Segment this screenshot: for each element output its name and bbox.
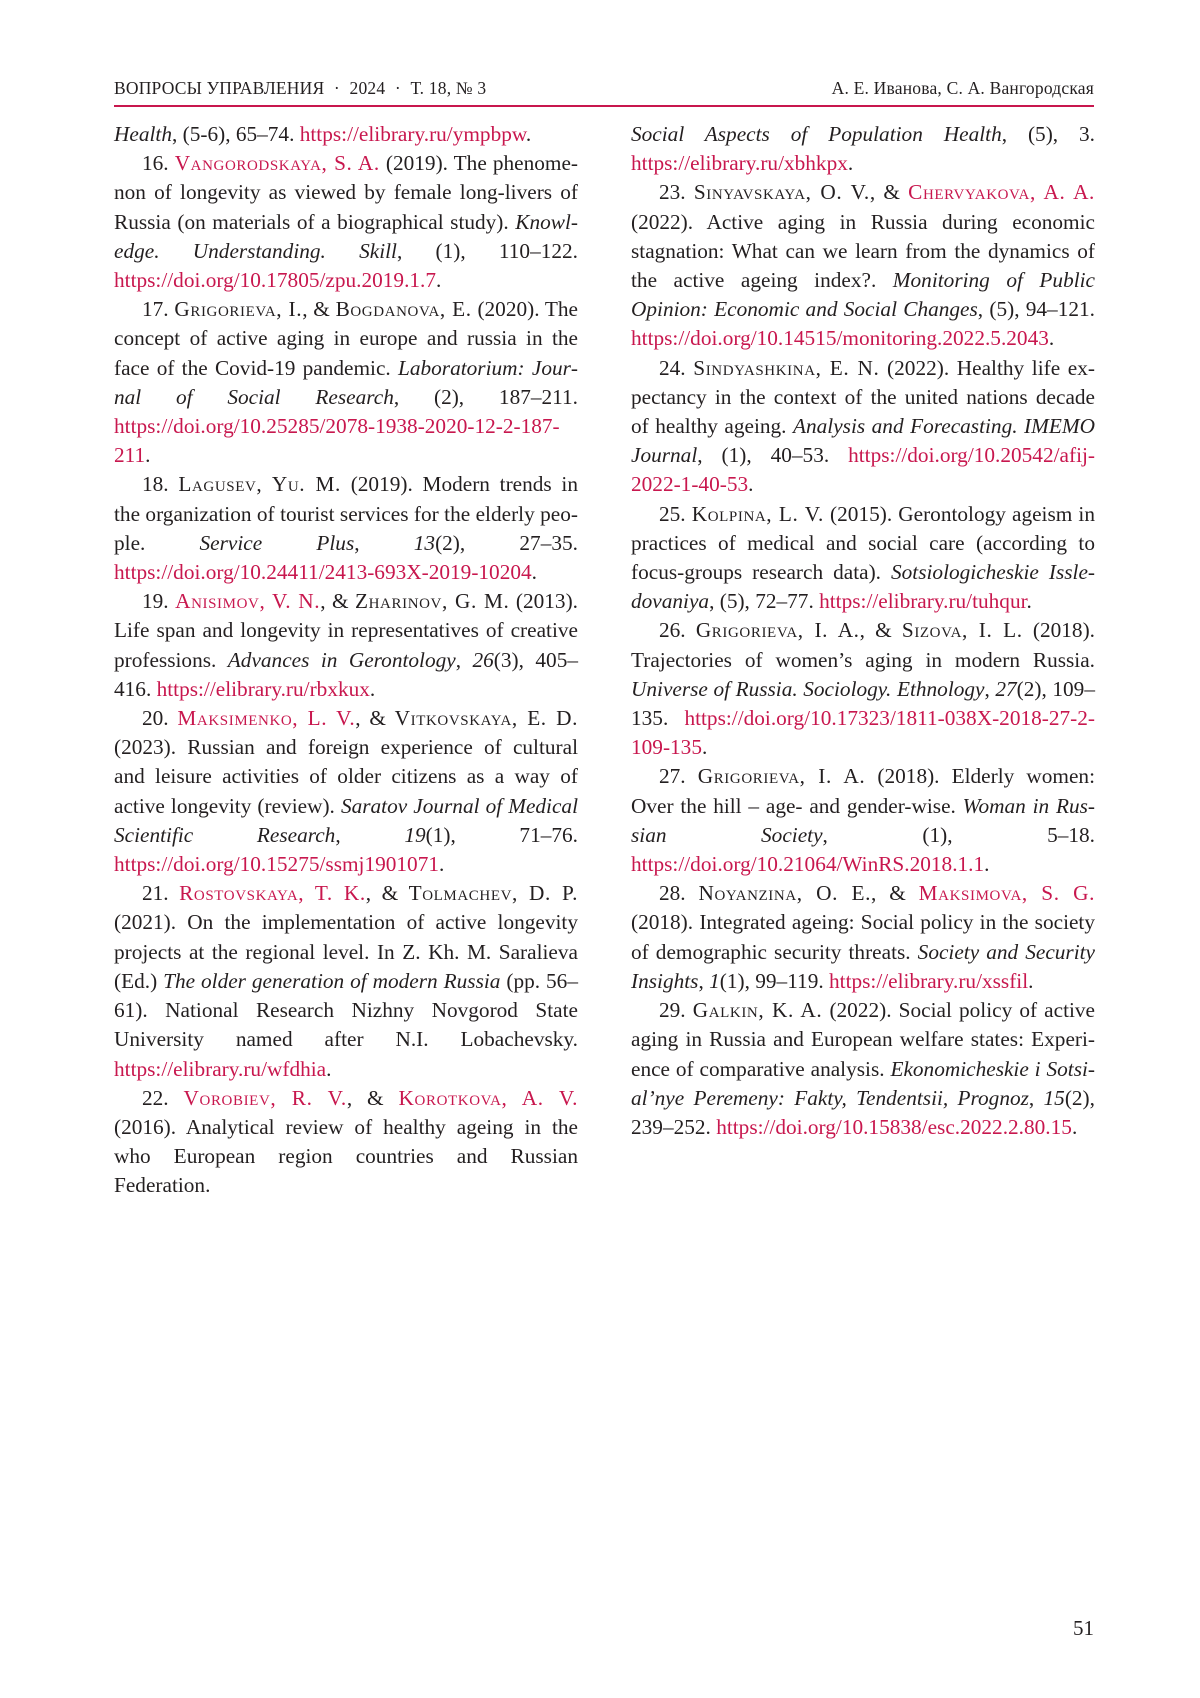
reference-23: 23. Sinyavskaya, O. V., & Chervyakova, A. A. (2022). Active aging in Russia during economic stagnation: What can we learn from the dynamics of the active ageing index?. Monitoring of Public Opinion: Economic and Social Changes, (5), 94–121. https://doi.org/10.14515/monitoring.2022.5.2043. — [631, 178, 1095, 353]
reference-17: 17. Grigorieva, I., & Bogdanova, E. (2020). The concept of active aging in europe and russia in the face of the Covid-19 pandemic. Laboratorium: Jour­nal of Social Research, (2), 187–211. https://doi.org/10.25285/2078-1938-2020-12-2-187-211. — [114, 295, 578, 470]
reference-20: 20. Maksimenko, L. V., & Vitkovskaya, E. D. (2023). Russian and foreign experience of cultural and leisure activities of older citizens as a way of active longevity (review). Saratov Journal of Medical Scientific Research, 19(1), 71–76. https://doi.org/10.15275/ssmj1901071. — [114, 704, 578, 879]
journal-name: Ekonomicheskie i Sotsi­al’nye Peremeny: Fakty, Tendentsii, Prognoz — [631, 1057, 1095, 1110]
reference-author: Chervyakova, A. A. — [908, 180, 1095, 204]
reference-column-right — [631, 120, 1095, 1142]
reference-link[interactable]: https://elibrary.ru/wfdhia — [114, 1057, 326, 1081]
reference-18: 18. Lagusev, Yu. M. (2019). Modern trends in the organization of tourist services for the elderly peo­ple. Service Plus, 13(2), 27–35. https://doi.org/10.24411/2413-693X-2019-10204. — [114, 470, 578, 587]
reference-author: Vitkovskaya, E. D. — [395, 706, 578, 730]
reference-28: 28. Noyanzina, O. E., & Maksimova, S. G. (2018). Integrated ageing: Social policy in the society of demographic security threats. Society and Security Insights, 1(1), 99–119. https://elibrary.ru/xssfil. — [631, 879, 1095, 996]
reference-author: Sinyavskaya, O. V. — [694, 180, 870, 204]
reference-link[interactable]: https://elibrary.ru/rbxkux — [157, 677, 370, 701]
reference-22: 22. Vorobiev, R. V., & Korotkova, A. V. (2016). Analytical review of healthy ageing in the who European region countries and Russian Federation. — [114, 1084, 578, 1201]
reference-link[interactable]: https://elibrary.ru/ympbpw — [300, 122, 526, 146]
reference-link[interactable]: https://elibrary.ru/tuhqur — [819, 589, 1026, 613]
reference-24: 24. Sindyashkina, E. N. (2022). Healthy life ex­pectancy in the context of the united nations decade of healthy ageing. Analysis and Forecasting. IMEMO Journal, (1), 40–53. https://doi.org/10.20542/afij-2022-1-40-53. — [631, 354, 1095, 500]
running-header — [114, 78, 1094, 104]
reference-author: Grigorieva, I. — [174, 297, 302, 321]
page-number: 51 — [1073, 1616, 1094, 1641]
reference-link[interactable]: https://doi.org/10.14515/monitoring.2022.5.2043 — [631, 326, 1049, 350]
reference-16: 16. Vangorodskaya, S. A. (2019). The phenome­non of longevity as viewed by female long-livers of Russia (on materials of a biographical study). Knowl­edge. Understanding. Skill, (1), 110–122. https://doi.org/10.17805/zpu.2019.1.7. — [114, 149, 578, 295]
reference-22-continued: Social Aspects of Population Health, (5), 3. https://elibrary.ru/xbhkpx. — [631, 120, 1095, 178]
header-authors: А. Е. Иванова, С. А. Вангородская — [832, 78, 1094, 99]
journal-name: Laboratorium: Jour­nal of Social Research — [114, 356, 578, 409]
reference-author: Vangorodskaya, S. A. — [175, 151, 380, 175]
reference-21: 21. Rostovskaya, T. K., & Tolmachev, D. P. (2021). On the implementation of active longevity projects at the regional level. In Z. Kh. M. Saralieva (Ed.) The older generation of modern Russia (pp. 56–61). National Research Nizhny Novgorod State Univer­sity named after N.I. Lobachevsky. https://elibrary.ru/wfdhia. — [114, 879, 578, 1083]
journal-name: Service Plus — [200, 531, 355, 555]
reference-author: Maksimenko, L. V. — [177, 706, 355, 730]
reference-author: Kolpina, L. V. — [692, 502, 824, 526]
reference-15-continued: Health, (5-6), 65–74. https://elibrary.ru/ympbpw. — [114, 120, 578, 149]
reference-link[interactable]: https://elibrary.ru/xbhkpx — [631, 151, 848, 175]
header-separator: · — [390, 78, 406, 98]
reference-author: Galkin, K. A. — [693, 998, 823, 1022]
reference-link[interactable]: https://doi.org/10.17805/zpu.2019.1.7 — [114, 268, 436, 292]
reference-author: Maksimova, S. G. — [919, 881, 1095, 905]
header-separator: · — [329, 78, 345, 98]
reference-author: Bogdanova, E. — [336, 297, 472, 321]
journal-name: Society and Security Insights — [631, 940, 1095, 993]
journal-name: Sotsiologicheskie Issle­dovaniya — [631, 560, 1095, 613]
journal-name: Knowl­edge. Understanding. Skill — [114, 210, 578, 263]
reference-19: 19. Anisimov, V. N., & Zharinov, G. M. (2013). Life span and longevity in representatives of creative professions. Advances in Gerontology, 26(3), 405–416. https://elibrary.ru/rbxkux. — [114, 587, 578, 704]
reference-column-left — [114, 120, 578, 1201]
journal-name: Advances in Gerontology — [228, 648, 456, 672]
journal-name: Saratov Journal of Medical Scientific Research — [114, 794, 578, 847]
journal-name: Woman in Rus­sian Society — [631, 794, 1095, 847]
journal-volume: Т. 18, № 3 — [411, 78, 487, 98]
header-rule — [114, 105, 1094, 107]
reference-author: Rostovskaya, T. K. — [179, 881, 366, 905]
reference-25: 25. Kolpina, L. V. (2015). Gerontology ageism in practices of medical and social care (according to focus-groups research data). Sotsiologicheskie Issle­dovaniya, (5), 72–77. https://elibrary.ru/tuhqur. — [631, 500, 1095, 617]
reference-link[interactable]: https://doi.org/10.25285/2078-1938-2020-12-2-187-211 — [114, 414, 560, 467]
reference-link[interactable]: https://doi.org/10.24411/2413-693X-2019-10204 — [114, 560, 532, 584]
reference-author: Sindyashkina, E. N. — [693, 356, 879, 380]
journal-name: Social Aspects of Population Health — [631, 122, 1002, 146]
reference-author: Grigorieva, I. A. — [696, 618, 860, 642]
journal-title: ВОПРОСЫ УПРАВЛЕНИЯ — [114, 78, 324, 98]
reference-27: 27. Grigorieva, I. A. (2018). Elderly women: Over the hill – age- and gender-wise. Woman in Rus­sian Society, (1), 5–18. https://doi.org/10.21064/WinRS.2018.1.1. — [631, 762, 1095, 879]
book-title: The older generation of modern Russia — [163, 969, 500, 993]
reference-author: Zharinov, G. M. — [355, 589, 509, 613]
reference-author: Vorobiev, R. V. — [184, 1086, 347, 1110]
reference-26: 26. Grigorieva, I. A., & Sizova, I. L. (2018). Trajectories of women’s aging in modern Russia. Universe of Russia. Sociology. Ethnology, 27(2), 109–135. https://doi.org/10.17323/1811-038X-2018-27-2-109-135. — [631, 616, 1095, 762]
reference-author: Noyanzina, O. E. — [698, 881, 871, 905]
reference-link[interactable]: https://doi.org/10.15275/ssmj1901071 — [114, 852, 439, 876]
reference-link[interactable]: https://doi.org/10.15838/esc.2022.2.80.15 — [716, 1115, 1072, 1139]
reference-author: Lagusev, Yu. M. — [178, 472, 341, 496]
reference-author: Anisimov, V. N. — [175, 589, 320, 613]
reference-author: Sizova, I. L. — [902, 618, 1023, 642]
reference-author: Grigorieva, I. A. — [698, 764, 866, 788]
reference-29: 29. Galkin, K. A. (2022). Social policy of active aging in Russia and European welfare states: Experi­ence of comparative analysis. Ekonomicheskie i Sotsi­al’nye Peremeny: Fakty, Tendentsii, Prognoz, 15(2), 239–252. https://doi.org/10.15838/esc.2022.2.80.15. — [631, 996, 1095, 1142]
reference-link[interactable]: https://doi.org/10.17323/1811-038X-2018-27-2-109-135 — [631, 706, 1095, 759]
reference-link[interactable]: https://doi.org/10.21064/WinRS.2018.1.1 — [631, 852, 984, 876]
reference-author: Korotkova, A. V. — [399, 1086, 578, 1110]
reference-link[interactable]: https://doi.org/10.20542/afij-2022-1-40-53 — [631, 443, 1095, 496]
reference-link[interactable]: https://elibrary.ru/xssfil — [829, 969, 1028, 993]
journal-header — [114, 78, 486, 99]
reference-author: Tolmachev, D. P. — [409, 881, 578, 905]
journal-name: Analysis and Forecasting. IMEMO Journal — [631, 414, 1095, 467]
journal-name: Universe of Russia. Sociology. Ethnology — [631, 677, 984, 701]
journal-name: Monitoring of Public Opinion: Economic and Social Changes — [631, 268, 1095, 321]
journal-year: 2024 — [350, 78, 386, 98]
